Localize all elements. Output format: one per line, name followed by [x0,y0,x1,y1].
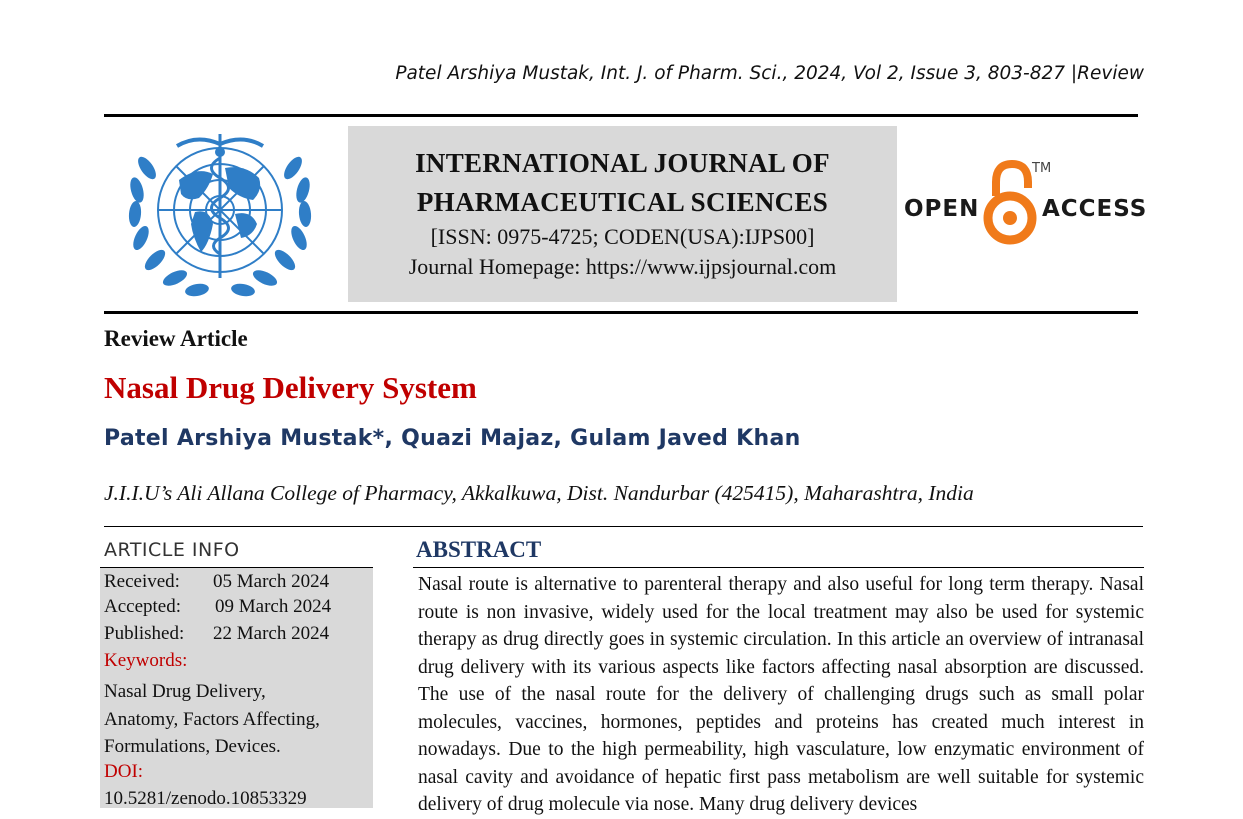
header-top-rule [104,114,1138,117]
published-label: Published: [104,623,185,644]
author-list: Patel Arshiya Mustak*, Quazi Majaz, Gulam Javed Khan [104,426,801,451]
article-info-heading: ARTICLE INFO [104,539,240,561]
abstract-rule [413,567,1144,568]
accepted-label: Accepted: [104,596,182,617]
article-title: Nasal Drug Delivery System [104,370,477,405]
journal-title-line1: INTERNATIONAL JOURNAL OF [415,148,830,178]
doi-label: DOI: [104,761,144,782]
received-label: Received: [104,571,180,592]
keywords-list [104,678,320,761]
trademark-mark: TM [1032,161,1052,176]
published-date: 22 March 2024 [213,623,330,644]
abstract-heading: ABSTRACT [416,537,542,562]
article-type: Review Article [104,326,248,351]
header-bottom-rule [104,311,1138,314]
abstract-text: Nasal route is alternative to parenteral therapy and also useful for long term therapy. Nasal route is non invasive, widely used for the local treatment may also be used for systemic therapy as drug directly goes in systemic circulation. In this article an overview of intranasal drug delivery with its various aspects like factors affecting nasal absorption are discussed. The use of the nasal route for the delivery of challenging drugs such as small polar molecules, vaccines, hormones, peptides and proteins has created much interest in nowadays. Due to the high permeability, high vasculature, low enzymatic environment of nasal cavity and avoidance of hepatic first pass metabolism are well suitable for systemic delivery of drug molecule via nose. Many drug delivery devices [418,574,1144,815]
journal-homepage: Journal Homepage: https://www.ijpsjournal.com [408,254,837,279]
accepted-date: 09 March 2024 [215,596,332,617]
keywords-line: Formulations, Devices. [104,736,281,757]
article-info-box [100,568,373,808]
author-affiliation: J.I.I.U’s Ali Allana College of Pharmacy, Akkalkuwa, Dist. Nandurbar (425415), Maharashtra, India [104,481,974,505]
un-emblem-caduceus-icon [117,128,323,304]
received-date: 05 March 2024 [213,571,330,592]
open-lock-icon [982,158,1038,248]
keywords-line: Anatomy, Factors Affecting, [104,708,320,730]
open-access-access-text: ACCESS [1042,196,1148,222]
section-divider [104,526,1143,527]
journal-masthead [348,126,897,302]
journal-issn: [ISSN: 0975-4725; CODEN(USA):IJPS00] [430,224,815,249]
doi-link[interactable]: 10.5281/zenodo.10853329 [104,788,307,809]
journal-title [348,144,897,222]
keywords-label: Keywords: [104,650,188,671]
keywords-line: Nasal Drug Delivery, [104,681,266,702]
open-access-open-text: OPEN [904,196,980,222]
open-access-logo [904,158,1148,250]
journal-title-line2: PHARMACEUTICAL SCIENCES [416,187,829,217]
running-head: Patel Arshiya Mustak, Int. J. of Pharm. Sci., 2024, Vol 2, Issue 3, 803-827 |Review [395,63,1144,84]
